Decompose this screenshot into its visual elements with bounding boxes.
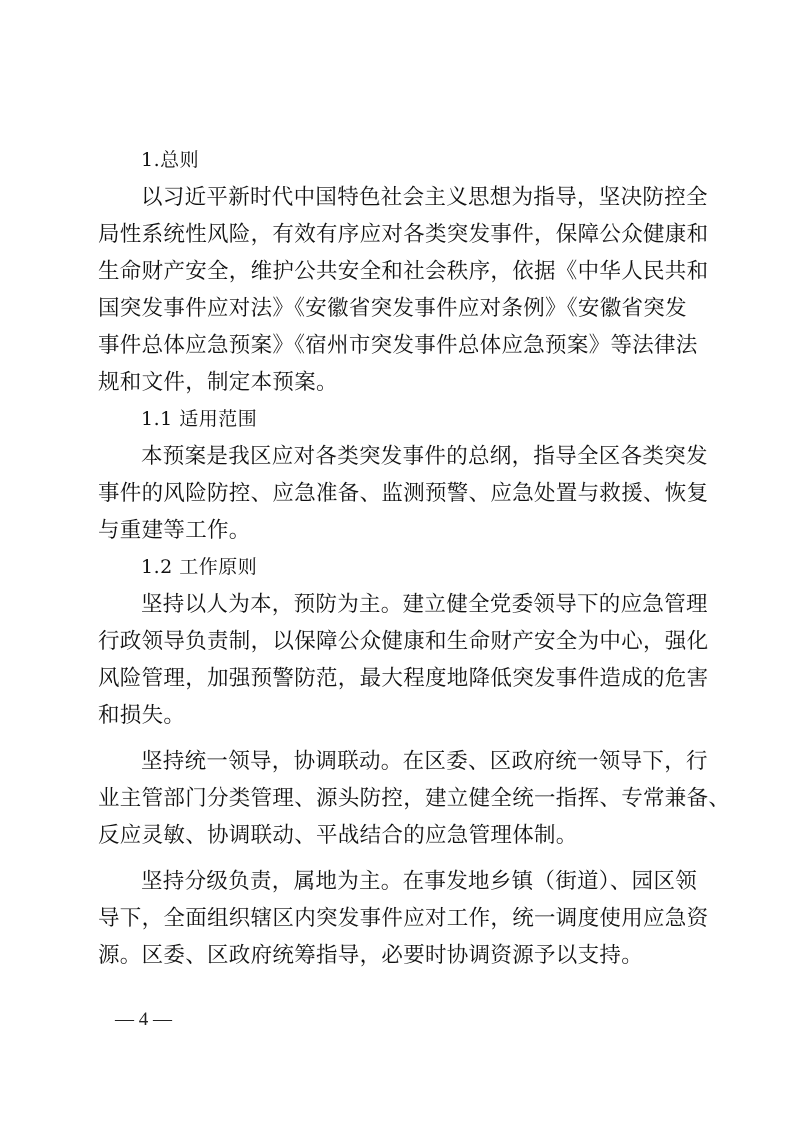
paragraph-unified-leadership bbox=[98, 743, 731, 854]
paragraph-line: 源。区委、区政府统筹指导，必要时协调资源予以支持。 bbox=[98, 943, 644, 968]
paragraph-line: 事件的风险防控、应急准备、监测预警、应急处置与救援、恢复 bbox=[98, 481, 709, 506]
paragraph-line: 和损失。 bbox=[98, 703, 186, 728]
paragraph-line: 生命财产安全，维护公共安全和社会秩序，依据《中华人民共和 bbox=[98, 259, 709, 284]
paragraph-line: 以习近平新时代中国特色社会主义思想为指导，坚决防控全 bbox=[141, 185, 708, 210]
paragraph-guiding-principle bbox=[98, 179, 709, 401]
paragraph-gap bbox=[98, 854, 698, 863]
paragraph-line: 与重建等工作。 bbox=[98, 518, 251, 543]
section-heading-scope: 1.1 适用范围 bbox=[141, 408, 258, 430]
page-number: — 4 — bbox=[115, 1009, 172, 1030]
paragraph-line: 坚持分级负责，属地为主。在事发地乡镇（街道）、园区领 bbox=[141, 869, 698, 894]
paragraph-gap bbox=[98, 734, 698, 743]
paragraph-line: 局性系统性风险，有效有序应对各类突发事件，保障公众健康和 bbox=[98, 222, 709, 247]
paragraph-tiered-responsibility bbox=[98, 863, 709, 974]
document-body bbox=[98, 142, 731, 974]
paragraph-line: 业主管部门分类管理、源头防控，建立健全统一指挥、专常兼备、 bbox=[98, 786, 731, 811]
paragraph-line: 本预案是我区应对各类突发事件的总纲，指导全区各类突发 bbox=[141, 444, 708, 469]
paragraph-line: 事件总体应急预案》《宿州市突发事件总体应急预案》等法律法 bbox=[98, 333, 698, 358]
paragraph-line: 风险管理，加强预警防范，最大程度地降低突发事件造成的危害 bbox=[98, 666, 709, 691]
section-heading-general: 1.总则 bbox=[141, 149, 200, 171]
paragraph-line: 坚持统一领导，协调联动。在区委、区政府统一领导下，行 bbox=[141, 749, 708, 774]
paragraph-line: 导下，全面组织辖区内突发事件应对工作，统一调度使用应急资 bbox=[98, 906, 709, 931]
paragraph-line: 坚持以人为本，预防为主。建立健全党委领导下的应急管理 bbox=[141, 592, 708, 617]
paragraph-people-first bbox=[98, 586, 709, 734]
paragraph-line: 行政领导负责制，以保障公众健康和生命财产安全为中心，强化 bbox=[98, 629, 709, 654]
paragraph-scope bbox=[98, 438, 709, 549]
section-heading-principles: 1.2 工作原则 bbox=[141, 556, 258, 578]
paragraph-line: 反应灵敏、协调联动、平战结合的应急管理体制。 bbox=[98, 823, 578, 848]
paragraph-line: 国突发事件应对法》《安徽省突发事件应对条例》《安徽省突发 bbox=[98, 296, 687, 321]
paragraph-line: 规和文件，制定本预案。 bbox=[98, 370, 338, 395]
